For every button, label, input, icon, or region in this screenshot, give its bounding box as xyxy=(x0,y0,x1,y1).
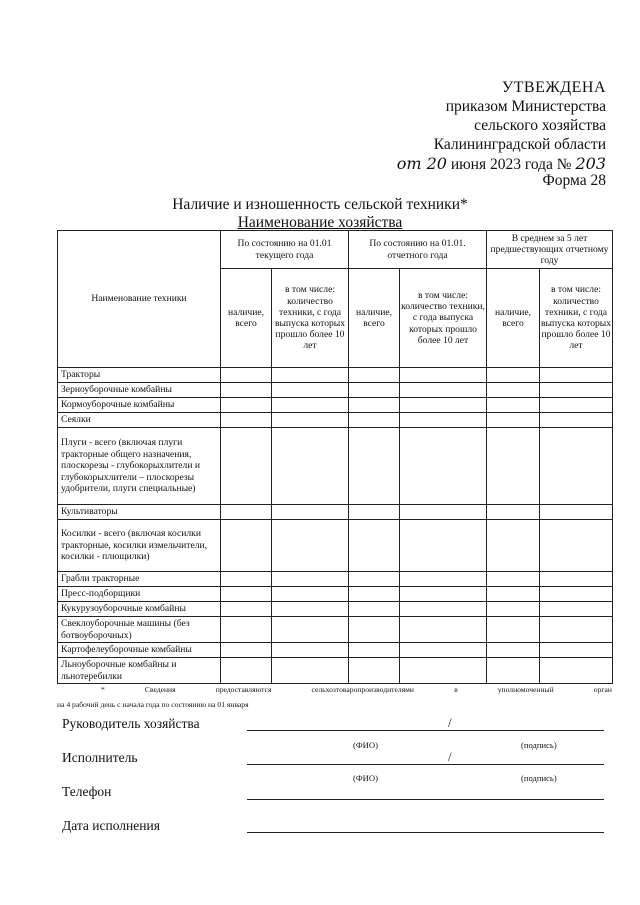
header-over-10-years: в том числе: количество техники, с года выпуска которых прошло более 10 лет xyxy=(272,269,349,368)
input-cell[interactable] xyxy=(272,368,349,383)
input-cell[interactable] xyxy=(540,505,613,520)
row-label: Льноуборочные комбайны и льнотеребилки xyxy=(58,658,221,684)
form-number: Форма 28 xyxy=(542,172,606,189)
input-cell[interactable] xyxy=(540,658,613,684)
footnote xyxy=(57,685,612,694)
input-cell[interactable] xyxy=(400,413,487,428)
input-cell[interactable] xyxy=(349,587,400,602)
handwritten-number: 203 xyxy=(575,154,606,173)
executor-label: Исполнитель xyxy=(62,750,138,765)
input-cell[interactable] xyxy=(221,602,272,617)
input-cell[interactable] xyxy=(221,383,272,398)
input-cell[interactable] xyxy=(221,587,272,602)
table-row xyxy=(58,617,613,643)
title-text: Наличие и изношенность сельской техники* xyxy=(172,196,468,213)
approval-line: Калининградской области xyxy=(433,136,606,153)
input-cell[interactable] xyxy=(221,413,272,428)
table-row xyxy=(58,428,613,505)
row-label: Культиваторы xyxy=(58,505,221,520)
input-cell[interactable] xyxy=(349,383,400,398)
row-label: Грабли тракторные xyxy=(58,572,221,587)
phone-label: Телефон xyxy=(62,784,112,799)
input-cell[interactable] xyxy=(272,587,349,602)
input-cell[interactable] xyxy=(487,368,540,383)
table-row xyxy=(58,505,613,520)
header-total: наличие, всего xyxy=(221,269,272,368)
footnote-line2: на 4 рабочий день с начала года по состоянию на 01 января xyxy=(57,700,249,709)
input-cell[interactable] xyxy=(349,505,400,520)
fio-caption: (ФИО) xyxy=(353,740,378,750)
phone-line[interactable] xyxy=(247,799,604,800)
input-cell[interactable] xyxy=(272,658,349,684)
input-cell[interactable] xyxy=(540,602,613,617)
row-label: Косилки - всего (включая косилки тракторные, косилки измельчители, косилки - плющилки) xyxy=(58,520,221,572)
head-signature-line[interactable] xyxy=(247,730,604,731)
document-title xyxy=(0,196,640,232)
fio-caption: (ФИО) xyxy=(353,773,378,783)
table-row xyxy=(58,658,613,684)
input-cell[interactable] xyxy=(487,643,540,658)
input-cell[interactable] xyxy=(487,520,540,572)
head-of-farm-label: Руководитель хозяйства xyxy=(62,716,200,731)
input-cell[interactable] xyxy=(487,658,540,684)
footnote-word: сельхозтоваропроизводителями xyxy=(311,685,414,694)
input-cell[interactable] xyxy=(400,505,487,520)
input-cell[interactable] xyxy=(349,368,400,383)
table-row xyxy=(58,368,613,383)
input-cell[interactable] xyxy=(487,413,540,428)
input-cell[interactable] xyxy=(487,617,540,643)
approval-heading: УТВЕЖДЕНА xyxy=(501,79,606,96)
input-cell[interactable] xyxy=(272,572,349,587)
row-label: Кормоуборочные комбайны xyxy=(58,398,221,413)
input-cell[interactable] xyxy=(487,602,540,617)
input-cell[interactable] xyxy=(349,398,400,413)
input-cell[interactable] xyxy=(540,587,613,602)
input-cell[interactable] xyxy=(272,520,349,572)
input-cell[interactable] xyxy=(400,398,487,413)
handwritten-date: от 20 xyxy=(396,154,447,173)
slash-separator: / xyxy=(448,715,452,730)
input-cell[interactable] xyxy=(349,413,400,428)
input-cell[interactable] xyxy=(272,383,349,398)
input-cell[interactable] xyxy=(349,602,400,617)
equipment-table xyxy=(57,230,613,684)
input-cell[interactable] xyxy=(487,572,540,587)
input-cell[interactable] xyxy=(272,643,349,658)
input-cell[interactable] xyxy=(400,383,487,398)
footnote-mark: * xyxy=(101,685,105,694)
input-cell[interactable] xyxy=(221,428,272,505)
row-label: Кукурузоуборочные комбайны xyxy=(58,602,221,617)
table-row xyxy=(58,643,613,658)
row-label: Зерноуборочные комбайны xyxy=(58,383,221,398)
input-cell[interactable] xyxy=(487,428,540,505)
input-cell[interactable] xyxy=(272,428,349,505)
input-cell[interactable] xyxy=(349,643,400,658)
input-cell[interactable] xyxy=(540,383,613,398)
input-cell[interactable] xyxy=(540,398,613,413)
input-cell[interactable] xyxy=(349,572,400,587)
header-over-10-years: в том числе: количество техники, с года выпуска которых прошло более 10 лет xyxy=(400,269,487,368)
input-cell[interactable] xyxy=(487,398,540,413)
date-label: Дата исполнения xyxy=(62,818,160,833)
input-cell[interactable] xyxy=(487,505,540,520)
input-cell[interactable] xyxy=(221,658,272,684)
input-cell[interactable] xyxy=(221,617,272,643)
footnote-word: уполномоченный xyxy=(497,685,554,694)
header-group-current: По состоянию на 01.01 текущего года xyxy=(221,231,349,269)
input-cell[interactable] xyxy=(540,413,613,428)
input-cell[interactable] xyxy=(400,617,487,643)
approval-date xyxy=(397,154,606,174)
row-label: Свеклоуборочные машины (без ботвоуборочных) xyxy=(58,617,221,643)
row-label: Картофелеуборочные комбайны xyxy=(58,643,221,658)
input-cell[interactable] xyxy=(272,602,349,617)
input-cell[interactable] xyxy=(400,368,487,383)
row-label: Тракторы xyxy=(58,368,221,383)
input-cell[interactable] xyxy=(221,505,272,520)
row-label: Сеялки xyxy=(58,413,221,428)
executor-signature-line[interactable] xyxy=(247,764,604,765)
footnote-word: предоставляются xyxy=(215,685,272,694)
table-row xyxy=(58,520,613,572)
input-cell[interactable] xyxy=(272,617,349,643)
table-row xyxy=(58,383,613,398)
input-cell[interactable] xyxy=(349,658,400,684)
footnote-word: в xyxy=(454,685,458,694)
input-cell[interactable] xyxy=(221,520,272,572)
input-cell[interactable] xyxy=(400,587,487,602)
slash-separator: / xyxy=(448,749,452,764)
input-cell[interactable] xyxy=(400,602,487,617)
input-cell[interactable] xyxy=(221,368,272,383)
input-cell[interactable] xyxy=(400,428,487,505)
input-cell[interactable] xyxy=(221,398,272,413)
input-cell[interactable] xyxy=(540,428,613,505)
signature-caption: (подпись) xyxy=(521,773,557,783)
row-label: Плуги - всего (включая плуги тракторные общего назначения, плоскорезы - глубокорыхлители и глубокорыхлители – плоскорезы удобрители, плуги специальные) xyxy=(58,428,221,505)
header-group-reporting: По состоянию на 01.01. отчетного года xyxy=(349,231,487,269)
approval-line: сельского хозяйства xyxy=(474,117,606,134)
input-cell[interactable] xyxy=(540,572,613,587)
input-cell[interactable] xyxy=(487,383,540,398)
header-over-10-years: в том числе: количество техники, с года выпуска которых прошло более 10 лет xyxy=(540,269,613,368)
input-cell[interactable] xyxy=(540,643,613,658)
input-cell[interactable] xyxy=(349,617,400,643)
table-row xyxy=(58,398,613,413)
table-row xyxy=(58,413,613,428)
header-total: наличие, всего xyxy=(487,269,540,368)
input-cell[interactable] xyxy=(400,520,487,572)
table-row xyxy=(58,587,613,602)
input-cell[interactable] xyxy=(487,587,540,602)
table-row xyxy=(58,572,613,587)
input-cell[interactable] xyxy=(221,643,272,658)
input-cell[interactable] xyxy=(349,428,400,505)
header-equipment-name: Наименование техники xyxy=(58,231,221,368)
table-row xyxy=(58,602,613,617)
date-line[interactable] xyxy=(247,832,604,833)
footnote-word: орган xyxy=(593,685,612,694)
input-cell[interactable] xyxy=(540,520,613,572)
input-cell[interactable] xyxy=(221,572,272,587)
footnote-word: Сведения xyxy=(144,685,176,694)
approval-date-text: июня 2023 года № xyxy=(450,156,572,173)
header-group-average: В среднем за 5 лет предшествующих отчетному году xyxy=(487,231,613,269)
signature-caption: (подпись) xyxy=(521,740,557,750)
approval-line: приказом Министерства xyxy=(445,98,606,115)
input-cell[interactable] xyxy=(540,368,613,383)
approval-block xyxy=(397,78,606,174)
input-cell[interactable] xyxy=(400,643,487,658)
input-cell[interactable] xyxy=(349,520,400,572)
input-cell[interactable] xyxy=(272,505,349,520)
input-cell[interactable] xyxy=(400,572,487,587)
input-cell[interactable] xyxy=(272,413,349,428)
input-cell[interactable] xyxy=(400,658,487,684)
input-cell[interactable] xyxy=(272,398,349,413)
header-total: наличие, всего xyxy=(349,269,400,368)
row-label: Пресс-подборщики xyxy=(58,587,221,602)
farm-name-label: Наименование хозяйства xyxy=(237,214,403,231)
input-cell[interactable] xyxy=(540,617,613,643)
